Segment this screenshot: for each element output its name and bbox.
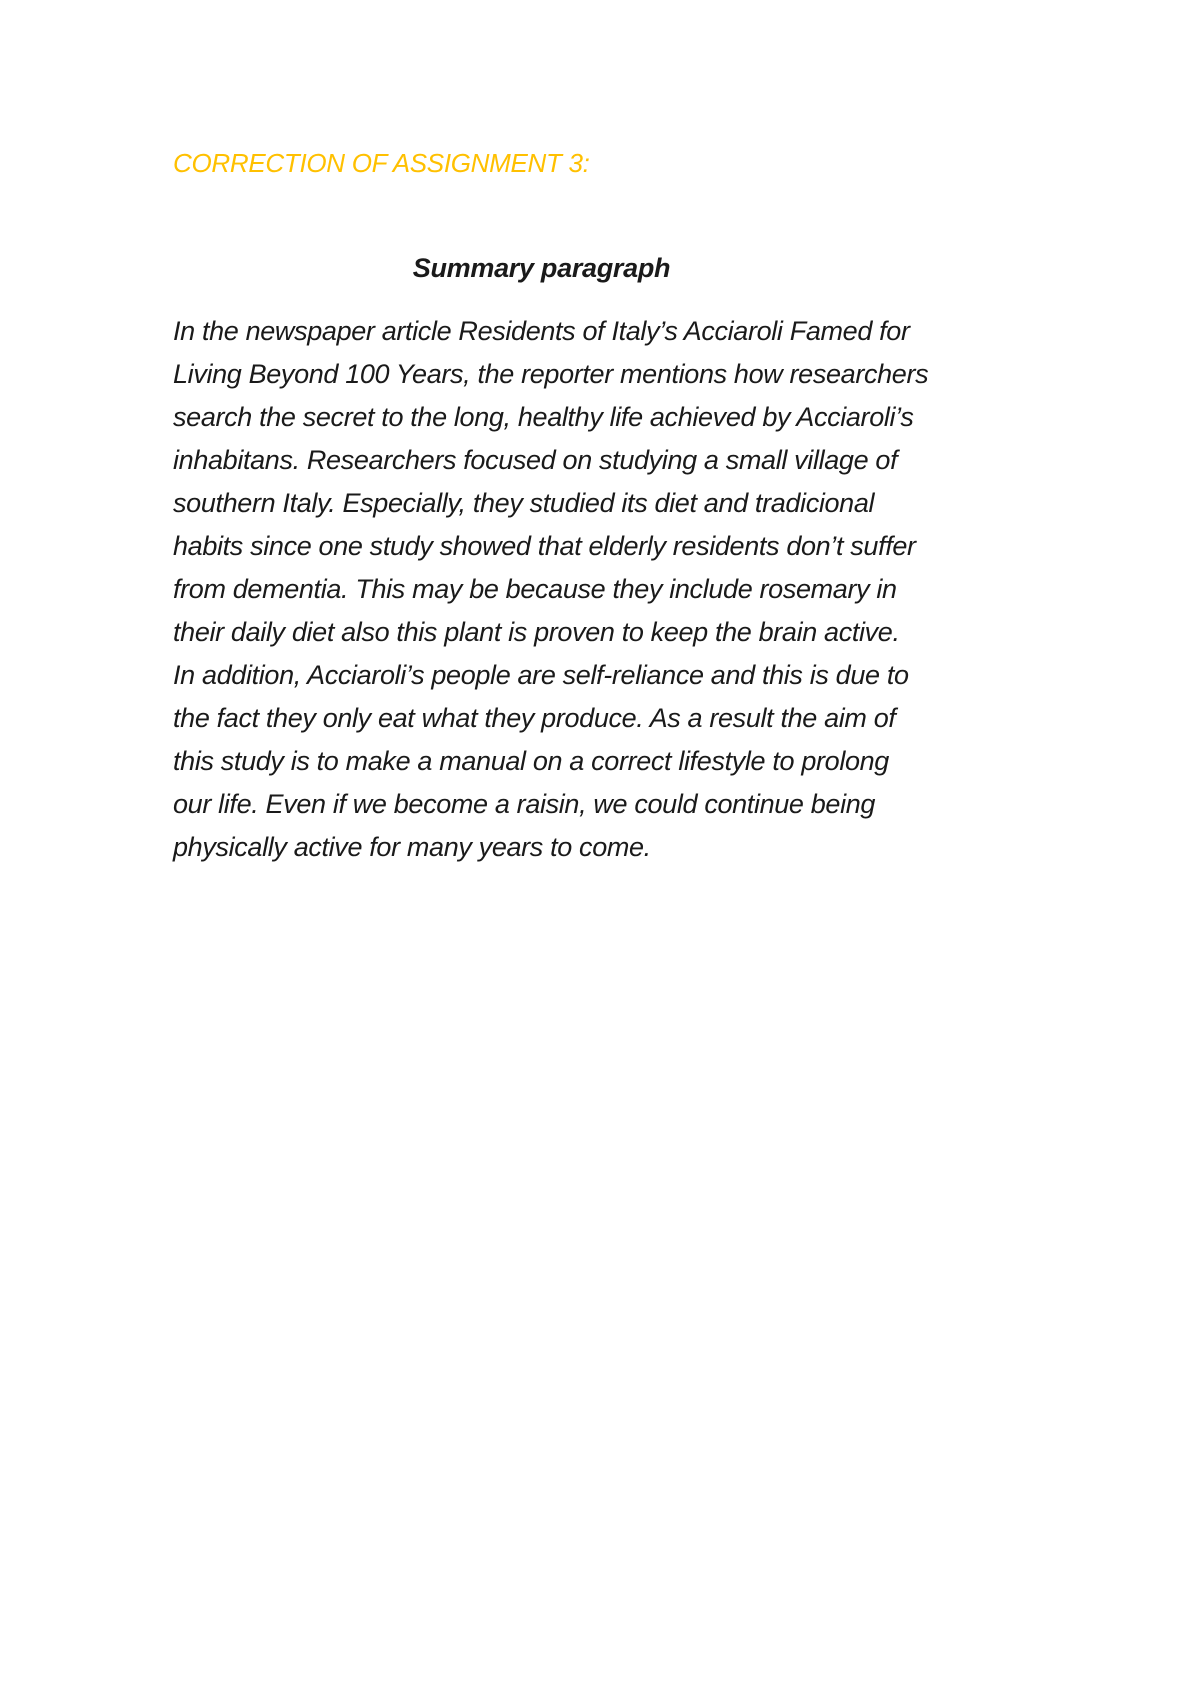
paragraph-line: southern Italy. Especially, they studied its diet and tradicional [173, 488, 875, 518]
paragraph-line: our life. Even if we become a raisin, we could continue being [173, 789, 876, 819]
paragraph-line: search the secret to the long, healthy life achieved by Acciaroli’s [173, 402, 914, 432]
paragraph-line: this study is to make a manual on a correct lifestyle to prolong [173, 746, 889, 776]
paragraph-line: Living Beyond 100 Years, the reporter mentions how researchers [173, 359, 929, 389]
paragraph-line: In addition, Acciaroli’s people are self-reliance and this is due to [173, 660, 909, 690]
paragraph-line: In the newspaper article Residents of Italy’s Acciaroli Famed for [173, 316, 910, 346]
paragraph-line: from dementia. This may be because they include rosemary in [173, 574, 897, 604]
paragraph-line: the fact they only eat what they produce. As a result the aim of [173, 703, 896, 733]
paragraph-line: physically active for many years to come. [173, 832, 651, 862]
assignment-heading: CORRECTION OF ASSIGNMENT 3: [173, 148, 590, 178]
summary-subtitle: Summary paragraph [412, 253, 671, 283]
summary-paragraph [173, 310, 1053, 869]
paragraph-line: their daily diet also this plant is proven to keep the brain active. [173, 617, 900, 647]
paragraph-line: habits since one study showed that elderly residents don’t suffer [173, 531, 916, 561]
paragraph-line: inhabitans. Researchers focused on studying a small village of [173, 445, 898, 475]
